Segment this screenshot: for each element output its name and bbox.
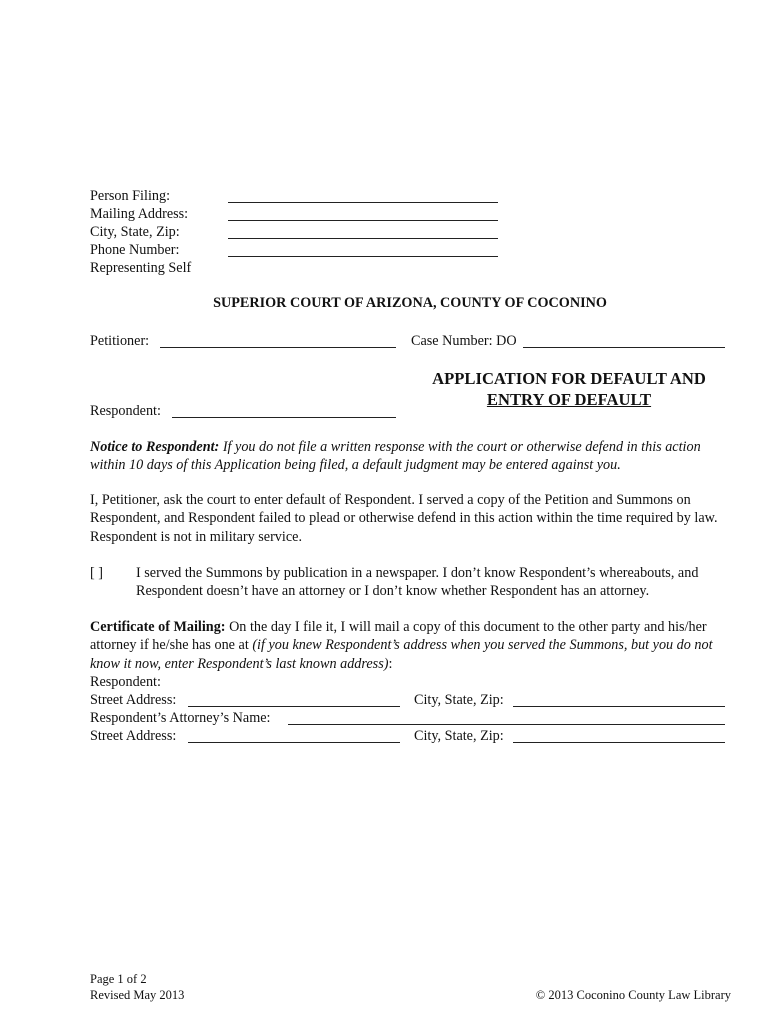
attorney-name-field[interactable] [288, 724, 725, 725]
petitioner-label: Petitioner: [90, 333, 150, 349]
case-number-field[interactable] [523, 347, 725, 348]
application-paragraph: I, Petitioner, ask the court to enter default of Respondent. I served a copy of the Petition and Summons on Respondent, and Respondent failed to plead or otherwise defend in this action within the time required by law. Respondent is not in military service. [90, 492, 718, 545]
city-state-zip-label-2: City, State, Zip: [414, 728, 504, 744]
person-filing-label: Person Filing: [90, 188, 171, 204]
notice-lead: Notice to Respondent: [90, 439, 220, 455]
respondent-label: Respondent: [90, 403, 161, 419]
document-title-line1: APPLICATION FOR DEFAULT AND [432, 369, 706, 388]
person-filing-field[interactable] [228, 202, 498, 203]
court-title: SUPERIOR COURT OF ARIZONA, COUNTY OF COCONINO [213, 295, 607, 311]
phone-number-field[interactable] [228, 256, 498, 257]
certificate-respondent-label: Respondent: [90, 674, 161, 690]
city-state-zip-label: City, State, Zip: [90, 224, 180, 240]
notice-to-respondent [90, 438, 730, 475]
certificate-italic-text: (if you knew Respondent’s address when you served the Summons, but you do not know it now, enter Respondent’s last known address) [90, 637, 713, 672]
certificate-text: On the day I file it, I will mail a copy of this document to the other party and his/her attorney if he/she has one at [90, 619, 707, 654]
street-address-field-1[interactable] [188, 706, 400, 707]
city-state-zip-field[interactable] [228, 238, 498, 239]
respondent-field[interactable] [172, 417, 396, 418]
page-number: Page 1 of 2 [90, 972, 147, 986]
attorney-name-label: Respondent’s Attorney’s Name: [90, 710, 271, 726]
phone-number-label: Phone Number: [90, 242, 180, 258]
city-state-zip-field-1[interactable] [513, 706, 725, 707]
certificate-end: : [388, 655, 393, 672]
certificate-lead: Certificate of Mailing: [90, 619, 226, 635]
street-address-label-1: Street Address: [90, 692, 177, 708]
revised-date: Revised May 2013 [90, 988, 185, 1002]
certificate-of-mailing [90, 618, 730, 673]
publication-checkbox[interactable]: [ ] [90, 565, 103, 581]
city-state-zip-label-1: City, State, Zip: [414, 692, 504, 708]
copyright-notice: © 2013 Coconino County Law Library [535, 988, 731, 1002]
street-address-label-2: Street Address: [90, 728, 177, 744]
representing-self-label: Representing Self [90, 260, 192, 276]
document-title-line2: ENTRY OF DEFAULT [486, 390, 652, 409]
mailing-address-label: Mailing Address: [90, 206, 189, 222]
case-number-label: Case Number: DO [411, 333, 517, 349]
notice-text: If you do not file a written response with the court or otherwise defend in this action within 10 days of this Application being filed, a default judgment may be entered against you. [90, 439, 701, 474]
mailing-address-field[interactable] [228, 220, 498, 221]
city-state-zip-field-2[interactable] [513, 742, 725, 743]
petitioner-field[interactable] [160, 347, 396, 348]
street-address-field-2[interactable] [188, 742, 400, 743]
publication-checkbox-text: I served the Summons by publication in a newspaper. I don’t know Respondent’s whereabouts, and Respondent doesn’t have an attorney or I don’t know whether Respondent has an attorney. [136, 565, 699, 600]
